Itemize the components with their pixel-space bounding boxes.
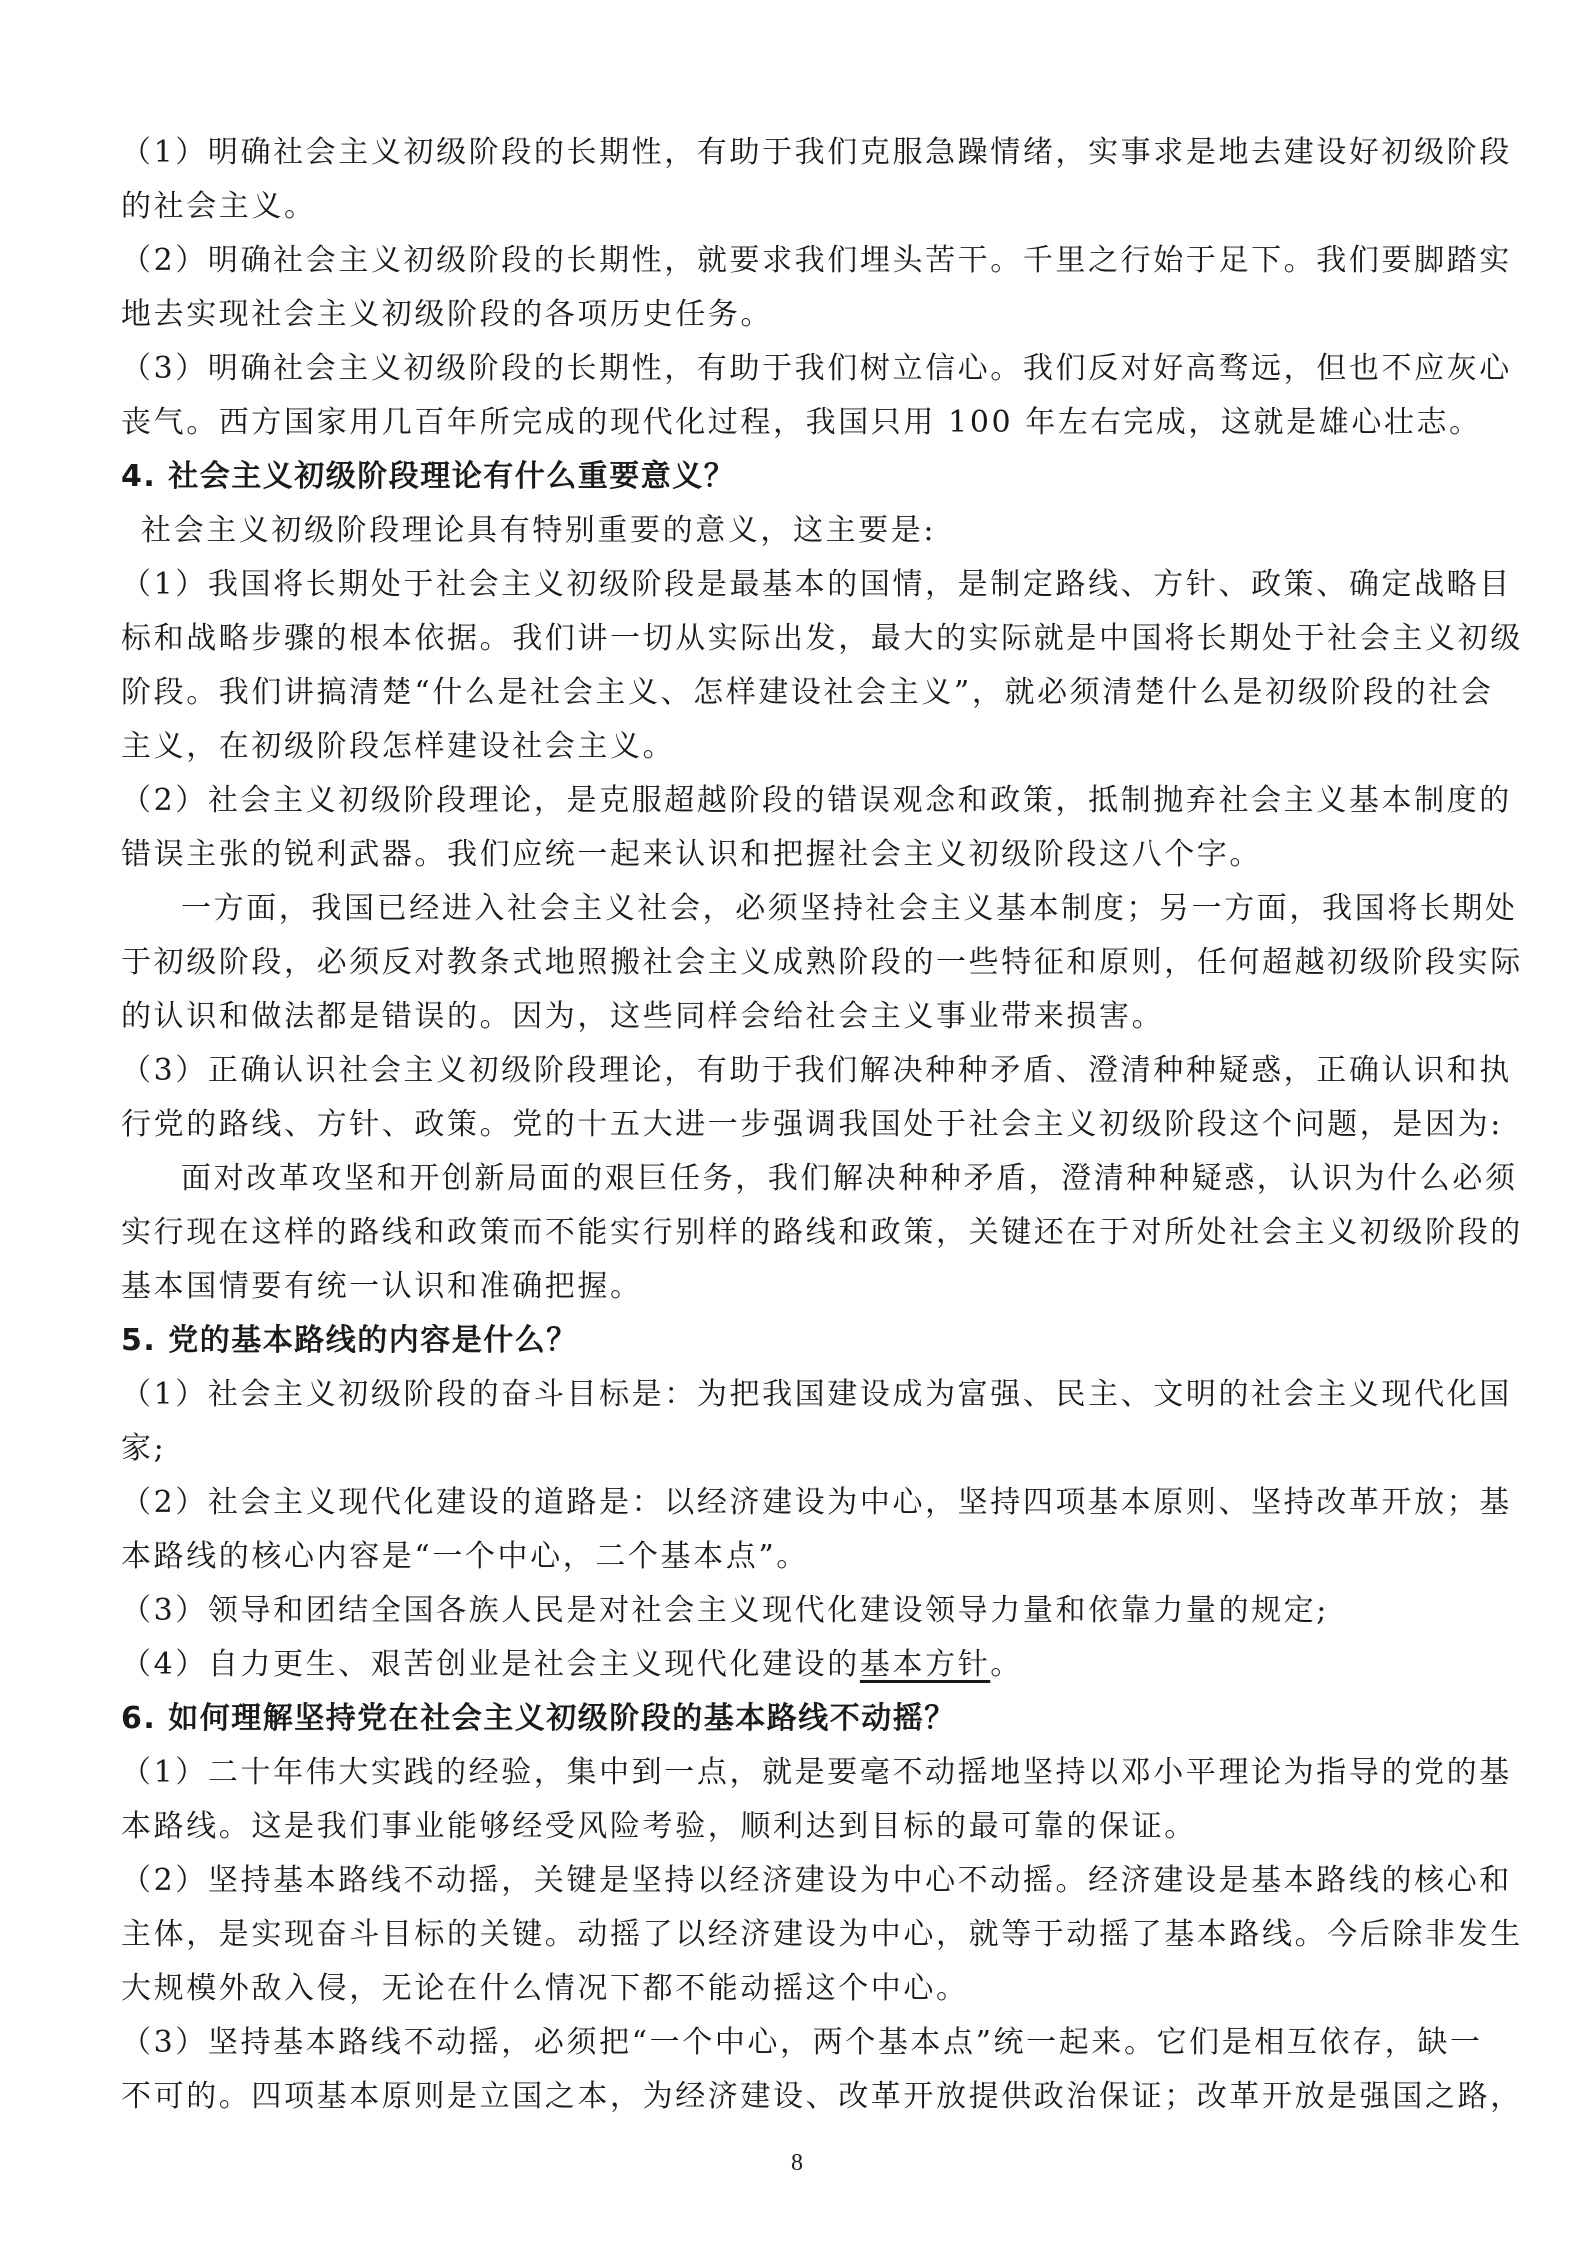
paragraph-line: 主义，在初级阶段怎样建设社会主义。 [121,729,676,764]
paragraph-line: （1）明确社会主义初级阶段的长期性，有助于我们克服急躁情绪，实事求是地去建设好初级阶段 [121,135,1512,170]
paragraph-line: 的社会主义。 [121,189,317,224]
line-text: （4）自力更生、艰苦创业是社会主义现代化建设的 [121,1647,860,1682]
paragraph-line: 实行现在这样的路线和政策而不能实行别样的路线和政策，关键还在于对所处社会主义初级阶段的 [121,1215,1523,1250]
paragraph-line: （2）社会主义初级阶段理论，是克服超越阶段的错误观念和政策，抵制抛弃社会主义基本制度的 [121,783,1512,818]
paragraph-line: （2）坚持基本路线不动摇，关键是坚持以经济建设为中心不动摇。经济建设是基本路线的核心和 [121,1863,1512,1898]
paragraph-line: 于初级阶段，必须反对教条式地照搬社会主义成熟阶段的一些特征和原则，任何超越初级阶段实际 [121,945,1523,980]
paragraph-line: 一方面，我国已经进入社会主义社会，必须坚持社会主义基本制度；另一方面，我国将长期处 [181,891,1518,926]
paragraph-line: 阶段。我们讲搞清楚“什么是社会主义、怎样建设社会主义”，就必须清楚什么是初级阶段的社会 [121,675,1494,710]
paragraph-line: （3）明确社会主义初级阶段的长期性，有助于我们树立信心。我们反对好高骛远，但也不应灰心 [121,351,1512,386]
section-heading-6: 6. 如何理解坚持党在社会主义初级阶段的基本路线不动摇？ [121,1701,956,1736]
line-tail: 。 [990,1647,1023,1682]
paragraph-line: （1）社会主义初级阶段的奋斗目标是：为把我国建设成为富强、民主、文明的社会主义现代化国 [121,1377,1512,1412]
section-heading-4: 4. 社会主义初级阶段理论有什么重要意义？ [121,459,736,494]
paragraph-line: 家; [121,1431,167,1466]
paragraph-line: （3）正确认识社会主义初级阶段理论，有助于我们解决种种矛盾、澄清种种疑惑，正确认识和执 [121,1053,1512,1088]
paragraph-line: 本路线的核心内容是“一个中心，二个基本点”。 [121,1539,809,1574]
paragraph-line: 不可的。四项基本原则是立国之本，为经济建设、改革开放提供政治保证；改革开放是强国之路， [121,2079,1523,2114]
paragraph-line: （2）社会主义现代化建设的道路是：以经济建设为中心，坚持四项基本原则、坚持改革开放；基 [121,1485,1512,1520]
underlined-phrase: 基本方针 [859,1647,991,1682]
paragraph-line: （1）二十年伟大实践的经验，集中到一点，就是要毫不动摇地坚持以邓小平理论为指导的党的基 [121,1755,1512,1790]
paragraph-line: （1）我国将长期处于社会主义初级阶段是最基本的国情，是制定路线、方针、政策、确定战略目 [121,567,1512,602]
paragraph-line: 本路线。这是我们事业能够经受风险考验，顺利达到目标的最可靠的保证。 [121,1809,1197,1844]
paragraph-line-with-underline [121,1638,1473,1692]
section-heading-5: 5. 党的基本路线的内容是什么？ [121,1323,578,1358]
paragraph-line: 错误主张的锐利武器。我们应统一起来认识和把握社会主义初级阶段这八个字。 [121,837,1262,872]
paragraph-line: 标和战略步骤的根本依据。我们讲一切从实际出发，最大的实际就是中国将长期处于社会主义初级 [121,621,1523,656]
paragraph-line: 地去实现社会主义初级阶段的各项历史任务。 [121,297,773,332]
page-number: 8 [791,2150,803,2176]
paragraph-line: 面对改革攻坚和开创新局面的艰巨任务，我们解决种种矛盾，澄清种种疑惑，认识为什么必须 [181,1161,1518,1196]
paragraph-line: 社会主义初级阶段理论具有特别重要的意义，这主要是: [141,513,937,548]
paragraph-line: （3）领导和团结全国各族人民是对社会主义现代化建设领导力量和依靠力量的规定; [121,1593,1329,1628]
paragraph-line: （2）明确社会主义初级阶段的长期性，就要求我们埋头苦干。千里之行始于足下。我们要脚踏实 [121,243,1512,278]
paragraph-line: （3）坚持基本路线不动摇，必须把“一个中心，两个基本点”统一起来。它们是相互依存，缺一 [121,2025,1483,2060]
paragraph-line: 行党的路线、方针、政策。党的十五大进一步强调我国处于社会主义初级阶段这个问题，是因为: [121,1107,1503,1142]
paragraph-line: 基本国情要有统一认识和准确把握。 [121,1269,643,1304]
paragraph-line: 的认识和做法都是错误的。因为，这些同样会给社会主义事业带来损害。 [121,999,1165,1034]
paragraph-line: 大规模外敌入侵，无论在什么情况下都不能动摇这个中心。 [121,1971,969,2006]
paragraph-line: 丧气。西方国家用几百年所完成的现代化过程，我国只用 100 年左右完成，这就是雄心壮志。 [121,405,1482,440]
paragraph-line: 主体，是实现奋斗目标的关键。动摇了以经济建设为中心，就等于动摇了基本路线。今后除非发生 [121,1917,1523,1952]
document-body [121,126,1523,2124]
